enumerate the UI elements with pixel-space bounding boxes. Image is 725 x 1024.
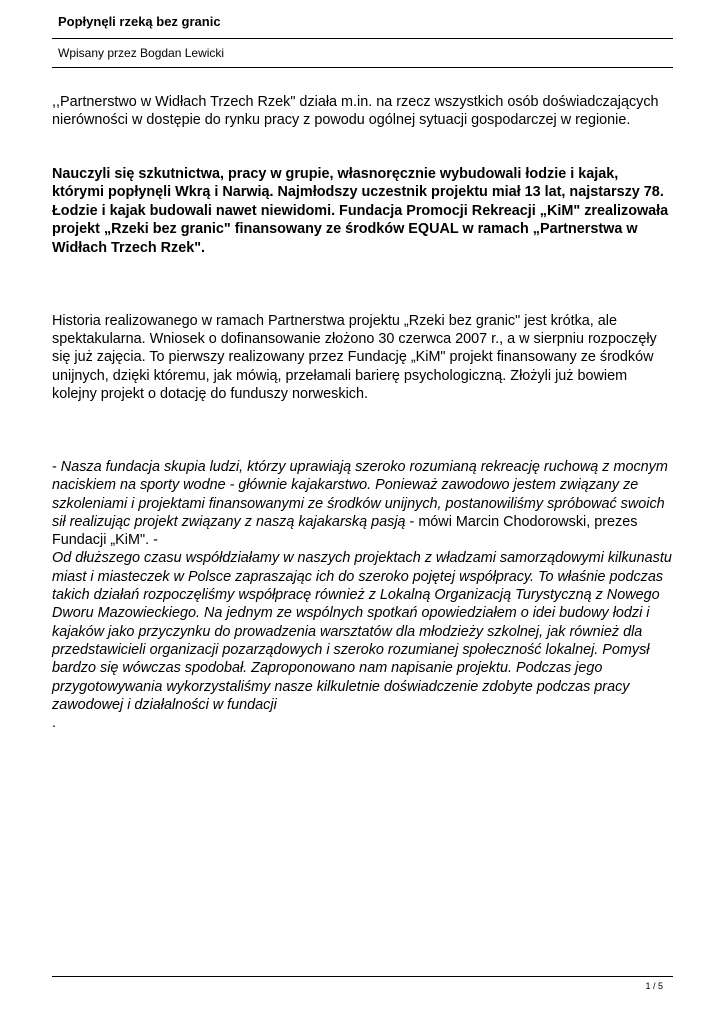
quote-dash: - [52,459,61,475]
trailing-dot: . [52,715,56,731]
page-number: 1 / 5 [645,981,663,991]
history-paragraph: Historia realizowanego w ramach Partnerstwa projektu „Rzeki bez granic" jest krótka, ale spektakularna. Wniosek o dofinansowanie złożono 30 czerwca 2007 r., a w sierpniu rozpoczęły się już zajęcia. To pierwszy realizowany przez Fundację „KiM" projekt finansowany ze środków unijnych, dzięki któremu, jak mówią, przełamali barierę psychologiczną. Złożyli już bowiem kolejny projekt o dotację do funduszy norweskich. [52,313,657,402]
author-line: Wpisany przez Bogdan Lewicki [58,46,225,60]
quote-attribution: - mówi Marcin Chodorowski, prezes Fundacji „KiM". - [52,513,638,549]
quote-text-second: Od dłuższego czasu współdziałamy w naszych projektach z władzami samorządowymi kilkunastu miast i miasteczek w Polsce zapraszając ich do szeroko pojętej współpracy. To właśnie podczas takich działań rozpoczęliśmy współpracę również z Lokalną Organizacją Turystyczną z Nowego Dworu Mazowieckiego. Na jednym ze wspólnych spotkań opowiedziałem o idei budowy łodzi i kajaków jako przyczynku do prowadzenia warsztatów dla młodzieży szkolnej, jak również dla przedstawicieli organizacji pozarządowych i szeroko rozumianej społeczność lokalnej. Pomysł bardzo się wówczas spodobał. Zaproponowano nam napisanie projektu. Podczas jego przygotowywania wykorzystaliśmy nasze kilkuletnie doświadczenie zdobyte podczas pracy zawodowej i działalności w fundacji [52,550,672,713]
footer-divider [52,976,673,977]
header-divider [52,38,673,39]
lead-paragraph: Nauczyli się szkutnictwa, pracy w grupie, własnoręcznie wybudowali łodzie i kajak, którymi popłynęli Wkrą i Narwią. Najmłodszy uczestnik projektu miał 13 lat, najstarszy 78. Łodzie i kajak budowali nawet niewidomi. Fundacja Promocji Rekreacji „KiM" zrealizowała projekt „Rzeki bez granic" finansowany ze środków EQUAL w ramach „Partnerstwa w Widłach Trzech Rzek". [52,166,669,256]
document-title: Popłynęli rzeką bez granic [58,14,221,29]
intro-paragraph: ,,Partnerstwo w Widłach Trzech Rzek" działa m.in. na rzecz wszystkich osób doświadczających nierówności w dostępie do rynku pracy z powodu ogólnej sytuacji gospodarczej w regionie. [52,94,659,129]
quote-paragraph [52,458,672,714]
header-divider-bottom [52,67,673,68]
quote-text-first: Nasza fundacja skupia ludzi, którzy uprawiają szeroko rozumianą rekreację ruchową z mocnym naciskiem na sporty wodne - głównie kajakarstwo. Ponieważ zawodowo jestem związany ze szkoleniami i projektami finansowanymi ze środków unijnych, postanowiliśmy spróbować swoich sił realizując projekt związany z naszą kajakarską pasją [52,459,668,530]
